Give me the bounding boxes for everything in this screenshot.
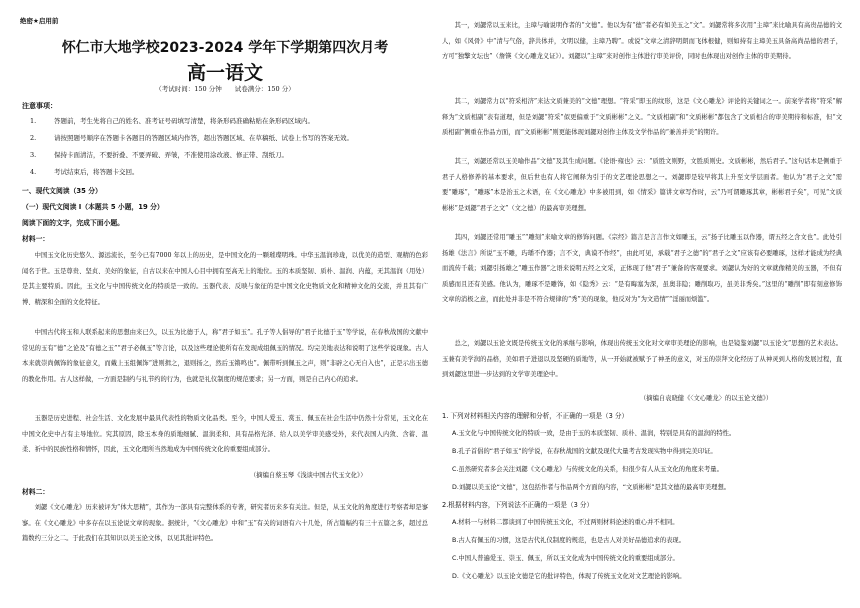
material-one-paragraph: 中国玉文化历史悠久、源远流长，至今已有7000 年以上的历史，是中国文化的一颗璀璨明珠。中华玉温润珍珑，以优美的造型、观精的色彩闻名于世。玉是尊贵、坚贞、美好的象征，自古以来在中国人心目中拥有至高无上的地位。玉的本质坚韧、质朴、温润、内蕴，无其温润（用处）是其主要特质。因此，玉文化与中国传统文化的特质是一致的。玉器代表、反映与象征的是中国文化史物质文化和精神文化的交流，并且其有广博、精深和全面的文化特征。 <box>22 252 428 306</box>
question-stem: 2.根据材料内容，下列说法不正确的一项是（3 分） <box>442 501 594 509</box>
answer-option: B.古人有佩玉的习惯，这是古代礼仪制度的规范，也是古人对美好品德追求的表现。 <box>452 537 686 544</box>
notice-item: 3. 保持卡面清洁，不要折叠、不要弄破、弄皱，不准使用涂改液、修正带、刮纸刀。 <box>30 151 288 159</box>
school-title: 怀仁市大地学校2023-2024 学年下学期第四次月考 <box>61 40 389 56</box>
material-two-paragraph: 其四，刘勰还常用“雕玉”“雕刻”来喻文章的修饰问题。《宗经》篇言是言言作文如雕玉，云“扬子比雕玉以作器，谓五经之含文也”。此处引扬雄《法言》所说“玉不雕，玙璠不作器；言不文，典谟不作经”，由此可见，承载“君子之德”的“君子之文”应该有必要雕琢，这样才能成为经典而流传千载；刘勰引扬雄之“雕玉作器”之语来说明五经之文采，正体现了他“君子”兼备的客观要求。刘勰认为好的文章就像精美的玉器，不但有质感而且还有美感。他认为，雕琢不是雕饰，如《隐秀》云：“是有晦塞为深，虽奥非隐；雕削取巧，虽美非秀矣。”这里的“雕削”即有刻意修饰文章的消极之意，而此处并非是不符合规律的“秀”美的现象，他反对为“为文造情”“淫丽而烦滥”。 <box>442 234 842 303</box>
material-one-source: （摘编自蔡玉琴《浅谈中国古代玉文化》） <box>250 472 367 479</box>
material-two-paragraph: 总之，刘勰以玉论文既是传统玉文化的承继与影响，体现出传统玉文化对文章审美理论的影响，也是镜鉴刘勰“以玉论文”思想的艺术表达。玉兼有美学润的品格，美如君子进退以及坚硬的质地等，从一开始就被赋予了神圣的意义，对玉的崇拜文化经历了从神灵到人格的发展过程，直到刘勰这里进一步达到的文学审美理论中。 <box>442 340 842 378</box>
material-one-paragraph: 玉器是历史进程、社会生活、文化发展中最具代表性的物质文化品类。至今，中国人爱玉、赏玉、佩玉在社会生活中仍然十分常见，玉文化在中国文化史中占有主导地位。究其原因，除玉本身的质地细腻、温润柔和、具有品格光泽、给人以美学审美感受外，来代表国人内敛、含蓄、温柔、祈中的民族性格和情怀，因此，玉文化理所当然地成为中国传统文化的重要组成部分。 <box>22 415 428 453</box>
answer-option: A.材料一与材料二都谈到了中国传统玉文化，不过两则材料论述的重心并不相同。 <box>452 519 679 526</box>
answer-option: D.《文心雕龙》以玉论文德是它的批评特色，体现了传统玉文化对文艺理论的影响。 <box>452 573 686 580</box>
notice-item: 2. 请按照题号顺序在答题卡各题目的答题区域内作答，超出答题区域、在草稿纸、试卷上书写的答案无效。 <box>30 134 353 142</box>
subject-title: 高一语文 <box>186 62 263 84</box>
material-one-paragraph: 中国古代将玉和人联系起来的思想由来已久，以玉为比德于人，称“君子如玉”。孔子等人倡导的“君子比德于玉”等学说，在春秋战国的文献中常见的玉有“德”之论及“有德之玉”“君子必佩玉”等言论，以及这些理论使所有在发现成组佩玉的情况。均完美地表达和说明了这些学说现象。古人本来就崇尚佩饰的象征意义，而戴上玉组佩饰“进则揖之，退则扬之，然后玉锵鸣也”。佩带听到佩玉之声，则“非辟之心无自入也”，正是示出玉德的教化作用。古人这样做，一方面是制约与礼节约的行为，也就是礼仪制度的规范要求；另一方面，则是自己内心的追求。 <box>22 329 428 383</box>
material-two-paragraph: 其二，刘勰常力以“符采相济”来达文质兼美的“文德”理想。“符采”即玉的纹形，这是《文心雕龙》评论的关键词之一。前案学者将“符采”解释为“文质相副”表有道理，但是刘勰“符采”似更偏重于“文质彬彬”之义。“文质相副”和“文质彬彬”都包含了文质相合的审美期待和标准，但“文质相副”侧重在作品方面，而“文质彬彬”则更能体现刘勰对创作主体及文学作品的“兼善并美”的期许。 <box>442 98 842 136</box>
material-two-paragraph: 其一，刘勰常以玉来比，主璋与喻说明作者的“文德”。他以为有“德”者必有如美玉之“文”。刘勰常将多次用“主璋”来比喻具有高贵品德的文人，如《风骨》中“清与气俗，辞共体并，文明以健，主璋乃聘”。或说“文章之清辞明朗而飞体根健，则如持有主璋美玉具备高尚品德的君子，方可“独擎文坛也”（詹锳《文心雕龙义证》）。刘勰以“主璋”来对创作主体进行审美评价，同时也体现出对创作主体的审美期待。 <box>442 22 842 60</box>
answer-option: A.玉文化与中国传统文化的特质一致，是由于玉的本质坚韧、质朴、温润，特别是具有的温润的特性。 <box>452 430 736 437</box>
answer-option: B.孔子首倡的“君子如玉”的学说，在春秋战国的文献及现代大量考古发现实物中得到完美印证。 <box>452 448 717 455</box>
part-one-heading: 一、现代文阅读（35 分） <box>22 187 102 195</box>
full-score: 试卷满分：150 分） <box>234 85 295 93</box>
material-one-label: 材料一： <box>22 235 50 243</box>
material-two-paragraph: 刘勰《文心雕龙》历来被评为“体大思精”，其作为一部具有完整体系的专著，研究者历来多有关注。但是，从玉文化的角度进行考察者却是寥寥。在《文心雕龙》中多存在以玉论说文章的现象。据统计，“《文心雕龙》中和“玉”有关的词语有六十几处，所占篇幅约有三十五篇之多，超过总篇数约三分之二。于此我们在其知识以美玉论文体，以见其批评特色。 <box>22 504 428 542</box>
notice-item: 1. 答题前，考生先将自己的姓名、准考证号码填写清楚，将条形码准确粘贴在条形码区域内。 <box>30 117 314 125</box>
reading-instruction: 阅读下面的文字，完成下面小题。 <box>22 219 124 227</box>
answer-option: D.刘勰以美玉论“文德”，这包括作者与作品两个方面的内容，“文质彬彬”是其文德的最高审美理想。 <box>452 484 731 491</box>
answer-option: C.中国人普遍爱玉、崇玉、佩玉，所以玉文化成为中国传统文化的重要组成部分。 <box>452 555 679 562</box>
exam-time: （考试时间：150 分钟 <box>155 85 222 93</box>
part-one-sub-heading: （一）现代文阅读 I（本题共 5 小题，19 分） <box>22 203 164 211</box>
secret-label: 绝密★启用前 <box>20 17 59 25</box>
material-two-source: （摘编自袁晓健《〈文心雕龙〉的以玉论文德》） <box>640 395 773 402</box>
question-stem: 1. 下列对材料相关内容的理解和分析，不正确的一项是（3 分） <box>442 412 629 420</box>
material-two-label: 材料二： <box>22 488 50 496</box>
notice-title: 注意事项： <box>22 102 57 110</box>
material-two-paragraph: 其三，刘勰还常以玉美喻作品“文德”及其生成问题。《论语·雍也》云：“质胜文则野，文胜质则史。文质彬彬，然后君子。”这句话本是侧重于君子人格修养的基本要求，但后世也有人将它阐释为引于的文艺理论思想之一。刘勰即是较早将其上升至文学层面者。他认为“君子之文”需要“雕琢”，“雕琢”本是治玉之术语，在《文心雕龙》中多被用到，如《情采》篇讲文章写作时，云“乃可谓雕琢其章，彬彬君子矣”，可见“文质彬彬”是刘勰“君子之文”（文之德）的最高审美理想。 <box>442 158 842 212</box>
answer-option: C.虽然研究者多会关注刘勰《文心雕龙》与传统文化的关系，但很少有人从玉文化的角度来考量。 <box>452 466 723 473</box>
exam-info <box>20 84 430 93</box>
notice-item: 4. 考试结束后，将答题卡交回。 <box>30 168 139 176</box>
